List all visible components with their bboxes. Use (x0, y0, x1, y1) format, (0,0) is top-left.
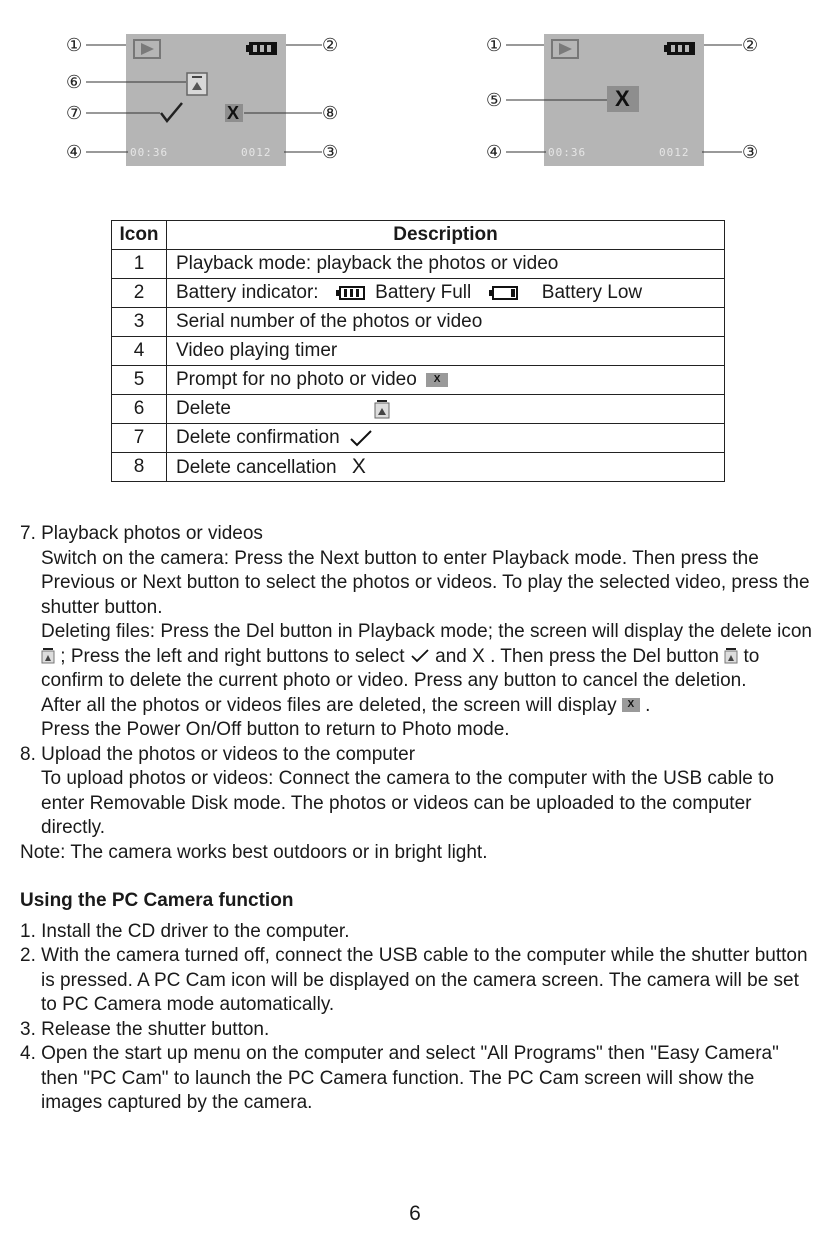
row-number: 7 (112, 424, 167, 453)
video-timer: 00:36 (548, 146, 587, 159)
row-number: 2 (112, 279, 167, 308)
text-fragment: Deleting files: Press the Del button in Playback mode; the screen will display the delete icon (41, 621, 812, 642)
table-row (112, 366, 725, 395)
row-description (167, 424, 725, 453)
battery-full-icon (336, 285, 366, 301)
row-number: 1 (112, 250, 167, 279)
row-number: 4 (112, 337, 167, 366)
callout-1: ① (486, 35, 503, 56)
callout-8: ⑧ (322, 103, 339, 124)
battery-label: Battery indicator: (176, 282, 319, 303)
delete-icon (187, 73, 207, 95)
cancel-label: Delete cancellation (176, 456, 337, 478)
serial-number: 0012 (241, 146, 272, 159)
battery-low-icon (489, 285, 519, 301)
video-timer: 00:36 (130, 146, 169, 159)
section-7-title: 7. Playback photos or videos (20, 523, 263, 544)
text-fragment: ; Press the left and right buttons to select (60, 645, 405, 667)
callout-1: ① (66, 35, 83, 56)
callout-7: ⑦ (66, 103, 83, 124)
battery-low-label: Battery Low (541, 282, 643, 303)
pc-camera-step: 3. Release the shutter button. (20, 1018, 270, 1040)
row-number: 5 (112, 366, 167, 395)
section-7-power-paragraph: Press the Power On/Off button to return to Photo mode. (41, 719, 510, 740)
table-header-row (112, 221, 725, 250)
column-header-description: Description (167, 221, 725, 250)
section-8-title: 8. Upload the photos or videos to the computer (20, 743, 416, 765)
pc-camera-step: 2. With the camera turned off, connect the USB cable to the computer while the shutter button is pressed. A PC Cam icon will be displayed on the camera screen. The camera will be set to PC Camera mode automatically. (20, 945, 808, 1015)
table-row (112, 337, 725, 366)
text-fragment: . (645, 694, 651, 716)
text-fragment: to confirm to delete the current photo or video. Press any button to cancel the deletion. (41, 645, 760, 691)
confirm-label: Delete confirmation (176, 427, 340, 448)
column-header-icon: Icon (112, 221, 167, 250)
icon-description-table (111, 220, 725, 482)
callout-4: ④ (66, 142, 83, 163)
delete-icon (724, 648, 738, 664)
callout-3: ③ (742, 142, 759, 163)
pc-camera-heading: Using the PC Camera function (20, 890, 294, 911)
confirm-check-icon (349, 429, 373, 447)
battery-full-icon (664, 42, 695, 55)
row-description: Serial number of the photos or video (167, 308, 725, 337)
no-file-prompt-icon: X (615, 86, 630, 111)
section-7-delete-paragraph (20, 620, 820, 694)
delete-icon (41, 648, 55, 664)
callout-3: ③ (322, 142, 339, 163)
battery-full-label: Battery Full (375, 282, 472, 303)
row-description (167, 453, 725, 482)
playback-screen-diagram-delete (60, 28, 380, 178)
playback-screen-diagram-empty (480, 28, 800, 178)
text-fragment: and X . Then press the Del button (435, 645, 719, 667)
row-description (167, 395, 725, 424)
cancel-x-icon: X (351, 454, 366, 478)
note: Note: The camera works best outdoors or in bright light. (20, 841, 488, 863)
table-row (112, 308, 725, 337)
row-number: 3 (112, 308, 167, 337)
section-7-empty-paragraph (20, 694, 820, 719)
row-description (167, 366, 725, 395)
row-description (167, 279, 725, 308)
row-description: Playback mode: playback the photos or video (167, 250, 725, 279)
no-file-prompt-icon: X (622, 698, 640, 712)
confirm-check-icon (410, 649, 430, 663)
delete-label: Delete (176, 398, 231, 419)
section-8-paragraph: To upload photos or videos: Connect the camera to the computer with the USB cable to enter Removable Disk mode. The photos or videos can be uploaded to the computer directly. (41, 768, 774, 838)
serial-number: 0012 (659, 146, 690, 159)
pc-camera-step: 4. Open the start up menu on the computer and select "All Programs" then "Easy Camera" then "PC Cam" to launch the PC Camera function. The PC Cam screen will show the images captured by the camera. (20, 1043, 779, 1113)
delete-icon (374, 399, 390, 419)
table-row (112, 279, 725, 308)
section-7-paragraph: Switch on the camera: Press the Next button to enter Playback mode. Then press the Previous or Next button to select the photos or videos. To play the selected video, press the shutter button. (41, 547, 810, 618)
instructions-body (20, 522, 820, 1116)
prompt-label: Prompt for no photo or video (176, 369, 417, 390)
text-fragment: After all the photos or videos files are deleted, the screen will display (41, 694, 617, 716)
callout-2: ② (742, 35, 759, 56)
no-file-prompt-icon: X (426, 373, 448, 387)
pc-camera-step: 1. Install the CD driver to the computer. (20, 920, 350, 942)
callout-4: ④ (486, 142, 503, 163)
table-row (112, 250, 725, 279)
callout-6: ⑥ (66, 72, 83, 93)
table-row (112, 395, 725, 424)
battery-full-icon (246, 42, 277, 55)
callout-2: ② (322, 35, 339, 56)
row-description: Video playing timer (167, 337, 725, 366)
table-row (112, 424, 725, 453)
page-number: 6 (409, 1202, 421, 1225)
row-number: 8 (112, 453, 167, 482)
cancel-x-icon: X (227, 103, 240, 123)
table-row (112, 453, 725, 482)
callout-5: ⑤ (486, 90, 503, 111)
row-number: 6 (112, 395, 167, 424)
